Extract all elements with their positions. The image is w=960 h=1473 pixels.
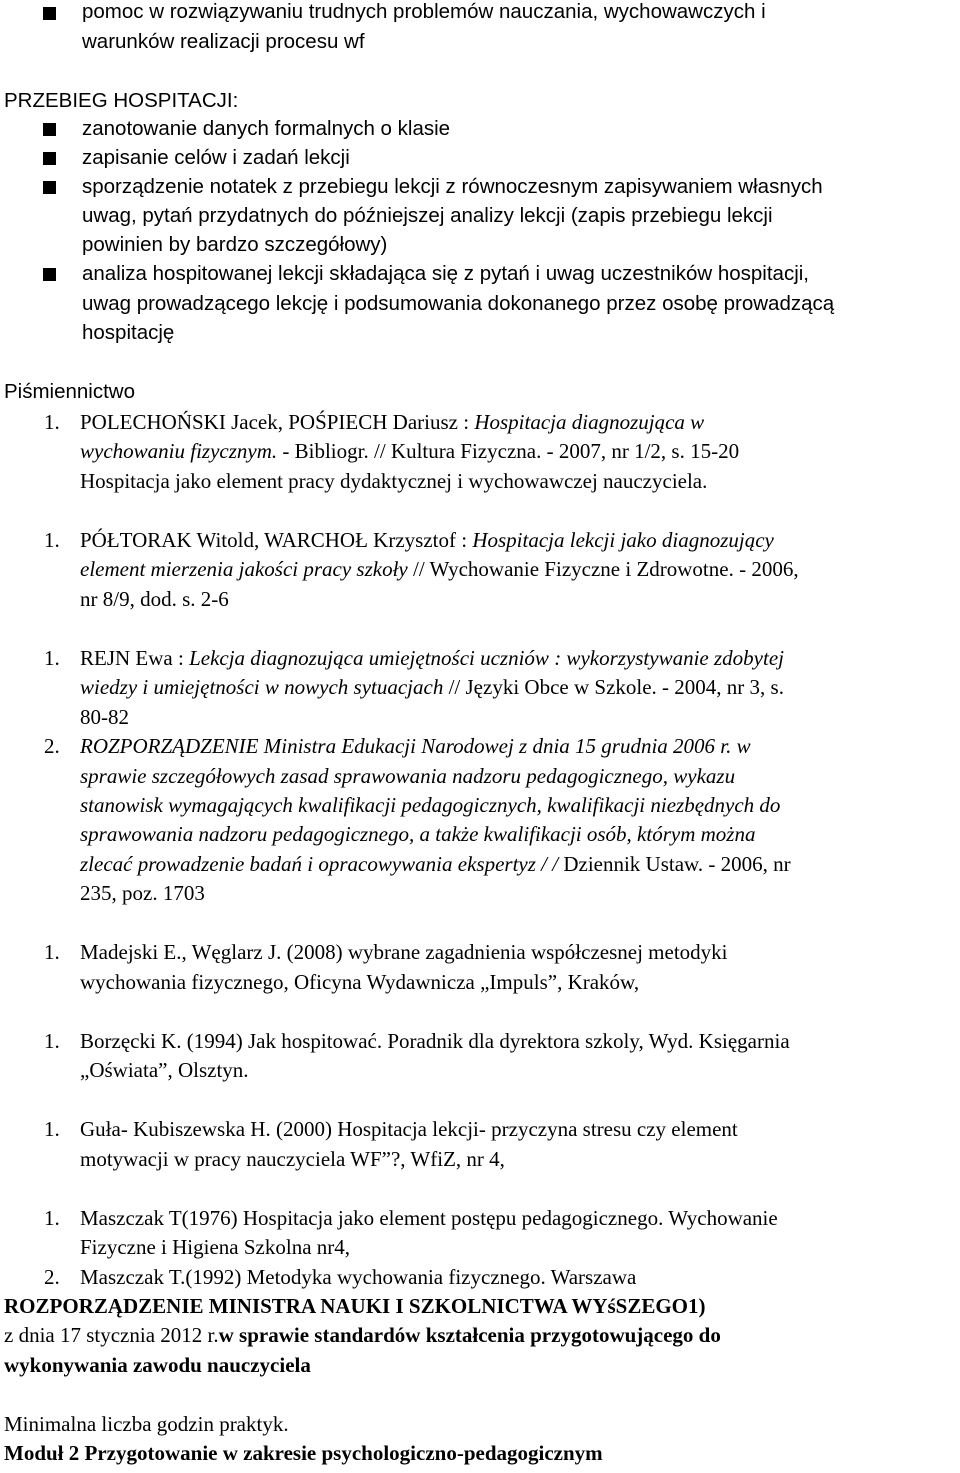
entry-2-line-1: PÓŁTORAK Witold, WARCHOŁ Krzysztof : Hospitacja lekcji jako diagnozujący: [80, 528, 774, 552]
entry-number: 2.: [44, 734, 60, 758]
min-hours-text: Minimalna liczba godzin praktyk.: [4, 1412, 289, 1436]
entry-number: 1.: [44, 410, 60, 434]
entry-4-line-6: 235, poz. 1703: [80, 881, 205, 905]
entry-6-line-2: „Oświata”, Olsztyn.: [80, 1058, 249, 1082]
przebieg-item-4-line-2: uwag prowadzącego lekcję i podsumowania dokonanego przez osobę prowadzącą: [82, 292, 835, 315]
bullet-icon: [43, 7, 56, 20]
bullet-icon: [43, 268, 56, 281]
przebieg-item-3-line-1: sporządzenie notatek z przebiegu lekcji z równoczesnym zapisywaniem własnych: [82, 175, 823, 198]
przebieg-item-4-line-3: hospitację: [82, 321, 175, 344]
entry-6-line-1: Borzęcki K. (1994) Jak hospitować. Poradnik dla dyrektora szkoly, Wyd. Księgarnia: [80, 1029, 790, 1053]
przebieg-item-3-line-2: uwag, pytań przydatnych do późniejszej analizy lekcji (zapis przebiegu lekcji: [82, 204, 773, 227]
entry-number: 1.: [44, 1029, 60, 1053]
entry-2-line-3: nr 8/9, dod. s. 2-6: [80, 587, 229, 611]
bullet-icon: [43, 123, 56, 136]
regulation-title: ROZPORZĄDZENIE MINISTRA NAUKI I SZKOLNICTWA WYśSZEGO1): [4, 1294, 706, 1318]
entry-number: 1.: [44, 1117, 60, 1141]
przebieg-item-2: zapisanie celów i zadań lekcji: [82, 146, 350, 169]
entry-3-line-2: wiedzy i umiejętności w nowych sytuacjach // Języki Obce w Szkole. - 2004, nr 3, s.: [80, 675, 784, 699]
entry-4-line-3: stanowisk wymagających kwalifikacji pedagogicznych, kwalifikacji niezbędnych do: [80, 793, 781, 817]
przebieg-heading: PRZEBIEG HOSPITACJI:: [4, 89, 239, 112]
przebieg-item-1: zanotowanie danych formalnych o klasie: [82, 117, 451, 140]
entry-number: 1.: [44, 1206, 60, 1230]
przebieg-item-3-line-3: powinien by bardzo szczegółowy): [82, 233, 388, 256]
module-heading: Moduł 2 Przygotowanie w zakresie psychologiczno-pedagogicznym: [4, 1441, 603, 1465]
entry-7-line-1: Guła- Kubiszewska H. (2000) Hospitacja lekcji- przyczyna stresu czy element: [80, 1117, 738, 1141]
entry-7-line-2: motywacji w pracy nauczyciela WF”?, WfiZ, nr 4,: [80, 1147, 505, 1171]
entry-1-line-3: Hospitacja jako element pracy dydaktycznej i wychowawczej nauczyciela.: [80, 469, 708, 493]
entry-2-line-2: element mierzenia jakości pracy szkoły // Wychowanie Fizyczne i Zdrowotne. - 2006,: [80, 557, 799, 581]
entry-4-line-5: zlecać prowadzenie badań i opracowywania ekspertyz / / Dziennik Ustaw. - 2006, nr: [80, 852, 791, 876]
regulation-subject-line-1: z dnia 17 stycznia 2012 r.w sprawie standardów kształcenia przygotowującego do: [4, 1323, 721, 1347]
bullet-icon: [43, 152, 56, 165]
regulation-subject-line-2: wykonywania zawodu nauczyciela: [4, 1353, 311, 1377]
bibliography-heading: Piśmiennictwo: [4, 380, 136, 403]
entry-3-line-3: 80-82: [80, 705, 129, 729]
intro-line-1: pomoc w rozwiązywaniu trudnych problemów nauczania, wychowawczych i: [82, 0, 766, 23]
przebieg-item-4-line-1: analiza hospitowanej lekcji składająca się z pytań i uwag uczestników hospitacji,: [82, 262, 809, 285]
bullet-icon: [43, 181, 56, 194]
entry-4-line-4: sprawowania nadzoru pedagogicznego, a także kwalifikacji osób, którym można: [80, 822, 756, 846]
entry-4-line-2: sprawie szczegółowych zasad sprawowania nadzoru pedagogicznego, wykazu: [80, 764, 736, 788]
entry-1-line-1: POLECHOŃSKI Jacek, POŚPIECH Dariusz : Hospitacja diagnozująca w: [80, 410, 705, 434]
entry-5-line-1: Madejski E., Węglarz J. (2008) wybrane zagadnienia współczesnej metodyki: [80, 940, 728, 964]
entry-9-line-1: Maszczak T.(1992) Metodyka wychowania fizycznego. Warszawa: [80, 1265, 637, 1289]
entry-number: 1.: [44, 646, 60, 670]
entry-8-line-2: Fizyczne i Higiena Szkolna nr4,: [80, 1235, 351, 1259]
entry-3-line-1: REJN Ewa : Lekcja diagnozująca umiejętności uczniów : wykorzystywanie zdobytej: [80, 646, 784, 670]
entry-4-line-1: ROZPORZĄDZENIE Ministra Edukacji Narodowej z dnia 15 grudnia 2006 r. w: [80, 734, 751, 758]
intro-line-2: warunków realizacji procesu wf: [82, 30, 365, 53]
entry-number: 2.: [44, 1265, 60, 1289]
entry-8-line-1: Maszczak T(1976) Hospitacja jako element postępu pedagogicznego. Wychowanie: [80, 1206, 778, 1230]
entry-number: 1.: [44, 940, 60, 964]
entry-1-line-2: wychowaniu fizycznym. - Bibliogr. // Kultura Fizyczna. - 2007, nr 1/2, s. 15-20: [80, 439, 740, 463]
entry-number: 1.: [44, 528, 60, 552]
entry-5-line-2: wychowania fizycznego, Oficyna Wydawnicza „Impuls”, Kraków,: [80, 970, 640, 994]
